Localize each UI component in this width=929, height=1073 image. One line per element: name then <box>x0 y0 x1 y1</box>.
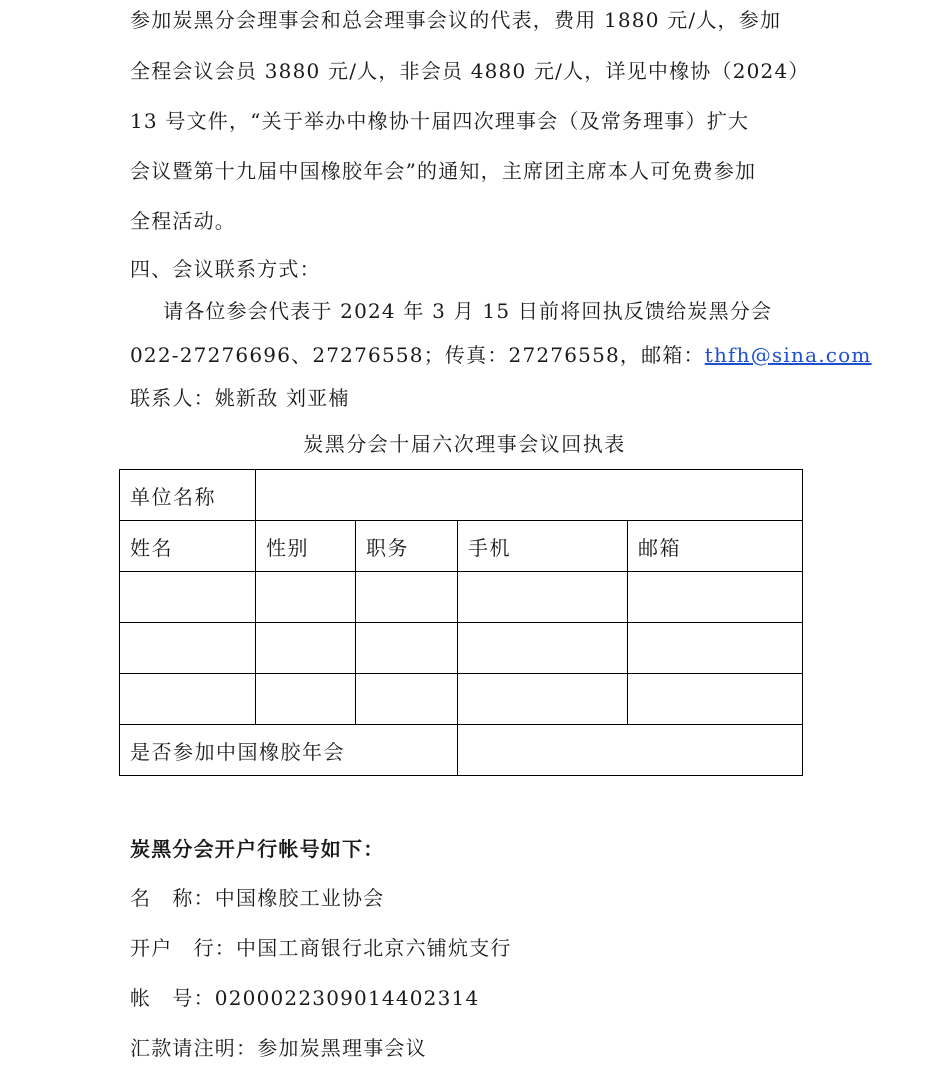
paragraph-line: 会议暨第十九届中国橡胶年会”的通知，主席团主席本人可免费参加 <box>130 159 757 183</box>
header-gender: 性别 <box>256 521 356 572</box>
email-link[interactable]: thfh@sina.com <box>704 343 872 367</box>
bank-account-number: 帐 号：0200022309014402314 <box>130 986 480 1010</box>
cell-position[interactable] <box>356 623 458 674</box>
attend-value-cell[interactable] <box>458 725 803 776</box>
unit-row <box>120 470 803 521</box>
receipt-title: 炭黑分会十届六次理事会议回执表 <box>303 432 626 456</box>
contact-phone-line <box>130 341 872 369</box>
cell-gender[interactable] <box>256 572 356 623</box>
attend-label: 是否参加中国橡胶年会 <box>120 725 458 776</box>
cell-mobile[interactable] <box>458 674 628 725</box>
header-row <box>120 521 803 572</box>
table-row <box>120 623 803 674</box>
header-mobile: 手机 <box>458 521 628 572</box>
cell-email[interactable] <box>628 623 803 674</box>
attend-row <box>120 725 803 776</box>
unit-label: 单位名称 <box>120 470 256 521</box>
cell-position[interactable] <box>356 674 458 725</box>
contact-instruction: 请各位参会代表于 2024 年 3 月 15 日前将回执反馈给炭黑分会 <box>163 299 773 323</box>
cell-position[interactable] <box>356 572 458 623</box>
phone-fax-text: 022-27276696、27276558；传真：27276558，邮箱： <box>130 343 705 367</box>
header-position: 职务 <box>356 521 458 572</box>
remittance-note: 汇款请注明：参加炭黑理事会议 <box>130 1036 427 1060</box>
section-heading: 四、会议联系方式： <box>130 257 321 281</box>
header-email: 邮箱 <box>628 521 803 572</box>
cell-gender[interactable] <box>256 623 356 674</box>
bank-branch: 开户 行：中国工商银行北京六铺炕支行 <box>130 936 512 960</box>
table-row <box>120 674 803 725</box>
contact-persons: 联系人：姚新敌 刘亚楠 <box>130 386 350 410</box>
cell-name[interactable] <box>120 572 256 623</box>
cell-email[interactable] <box>628 674 803 725</box>
unit-value-cell[interactable] <box>256 470 803 521</box>
cell-gender[interactable] <box>256 674 356 725</box>
cell-email[interactable] <box>628 572 803 623</box>
paragraph-line: 全程活动。 <box>130 209 236 233</box>
cell-name[interactable] <box>120 674 256 725</box>
paragraph-line: 全程会议会员 3880 元/人，非会员 4880 元/人，详见中橡协（2024） <box>130 59 810 83</box>
header-name: 姓名 <box>120 521 256 572</box>
receipt-table <box>119 469 803 776</box>
paragraph-line: 参加炭黑分会理事会和总会理事会议的代表，费用 1880 元/人，参加 <box>130 8 782 32</box>
cell-mobile[interactable] <box>458 623 628 674</box>
bank-account-name: 名 称：中国橡胶工业协会 <box>130 886 385 910</box>
table-row <box>120 572 803 623</box>
paragraph-line: 13 号文件，“关于举办中橡协十届四次理事会（及常务理事）扩大 <box>130 109 750 133</box>
cell-name[interactable] <box>120 623 256 674</box>
bank-heading: 炭黑分会开户行帐号如下： <box>130 837 385 861</box>
cell-mobile[interactable] <box>458 572 628 623</box>
